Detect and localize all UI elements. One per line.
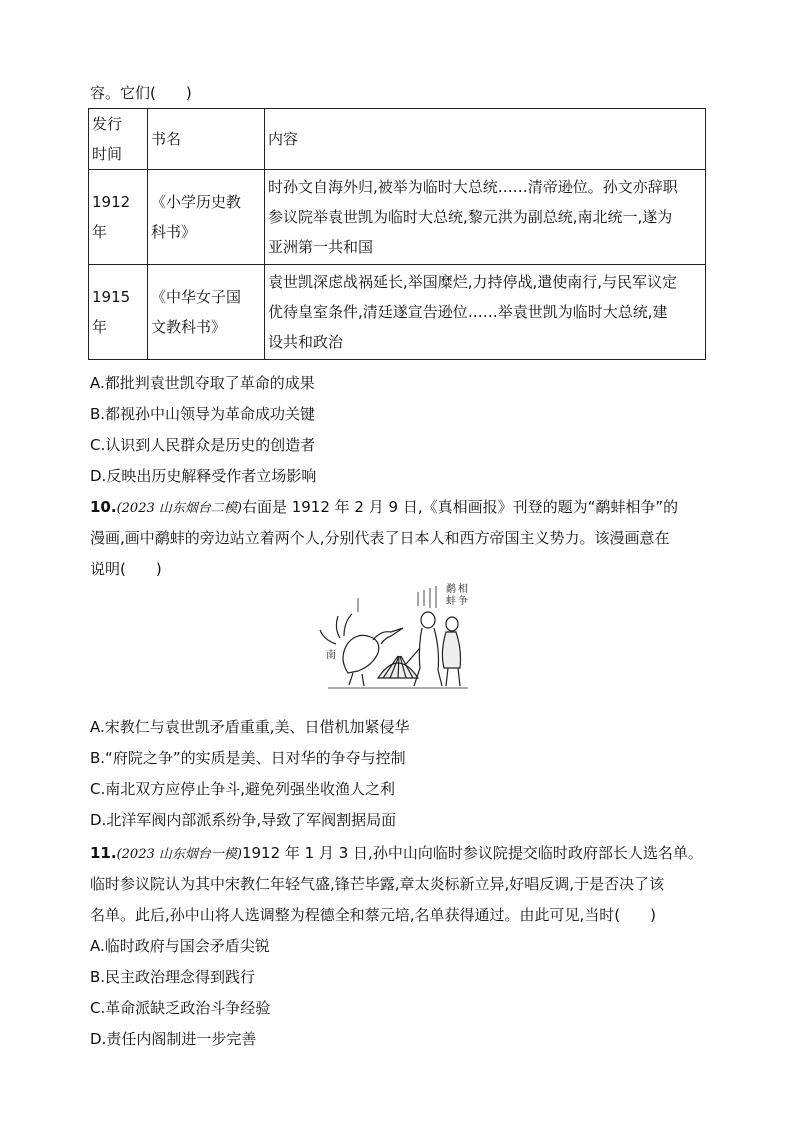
- q11-option-b[interactable]: B.民主政治理念得到践行: [90, 968, 256, 986]
- q9-option-c[interactable]: C.认识到人民群众是历史的创造者: [90, 436, 316, 454]
- q9-option-d[interactable]: D.反映出历史解释受作者立场影响: [90, 467, 317, 485]
- row-1-book: [148, 170, 265, 265]
- row-2-content: [265, 265, 706, 360]
- header-cell-date: [89, 109, 148, 170]
- table-header-row: [89, 109, 706, 170]
- row-2-content-line-3: 设共和政治: [268, 333, 344, 351]
- cartoon-title-char-2: 蚌: [446, 596, 456, 607]
- row-1-year-line-2: 年: [92, 223, 108, 241]
- row-1-content-line-3: 亚洲第一共和国: [268, 238, 374, 256]
- header-cell-book: [148, 109, 265, 170]
- q10-option-d[interactable]: D.北洋军阀内部派系纷争,导致了军阀割据局面: [90, 811, 397, 829]
- header-cell-content: [265, 109, 706, 170]
- row-2-book: [148, 265, 265, 360]
- row-1-book-line-2: 科书》: [151, 223, 197, 241]
- row-1-content: [265, 170, 706, 265]
- cartoon-snipe-clam: [318, 578, 478, 698]
- header-content-label: 内容: [268, 130, 299, 148]
- q10-option-c[interactable]: C.南北双方应停止争斗,避免列强坐收渔人之利: [90, 780, 396, 798]
- q11-option-c[interactable]: C.革命派缺乏政治斗争经验: [90, 999, 271, 1017]
- question-10-source: (2023 山东烟台二模): [116, 501, 242, 516]
- question-10-number: 10.: [90, 498, 117, 516]
- question-10-line-2: 漫画,画中鹬蚌的旁边站立着两个人,分别代表了日本人和西方帝国主义势力。该漫画意在: [90, 529, 670, 547]
- cartoon-title-char-4: 争: [458, 596, 468, 607]
- q10-option-a[interactable]: A.宋教仁与袁世凯矛盾重重,美、日借机加紧侵华: [90, 718, 410, 736]
- row-2-book-line-2: 文教科书》: [151, 318, 227, 336]
- row-1-content-line-2: 参议院举袁世凯为临时大总统,黎元洪为副总统,南北统一,遂为: [268, 208, 673, 226]
- table-row: [89, 170, 706, 265]
- cartoon-title-char-1: 鹬: [446, 584, 456, 595]
- question-9-lead-text: 容。它们( ): [90, 84, 192, 102]
- header-date-line-2: 时间: [92, 145, 123, 163]
- row-1-book-line-1: 《小学历史教: [151, 193, 242, 211]
- question-10-line-3: 说明( ): [90, 560, 162, 578]
- question-11-line-2: 临时参议院认为其中宋教仁年轻气盛,锋芒毕露,章太炎标新立异,好唱反调,于是否决了该: [90, 875, 665, 893]
- question-11-line-1: [90, 842, 703, 863]
- q9-option-b[interactable]: B.都视孙中山领导为革命成功关键: [90, 405, 316, 423]
- q11-option-d[interactable]: D.责任内阁制进一步完善: [90, 1030, 257, 1048]
- row-2-year-line-2: 年: [92, 318, 108, 336]
- question-11-text-1: 1912 年 1 月 3 日,孙中山向临时参议院提交临时政府部长人选名单。: [241, 844, 703, 862]
- header-date-line-1: 发行: [92, 115, 123, 133]
- q9-option-a[interactable]: A.都批判袁世凯夺取了革命的成果: [90, 374, 315, 392]
- cartoon-title-char-3: 相: [458, 584, 468, 595]
- table-row: [89, 265, 706, 360]
- question-11-number: 11.: [90, 844, 117, 862]
- row-1-year: [89, 170, 148, 265]
- row-2-year: [89, 265, 148, 360]
- q10-option-b[interactable]: B.“府院之争”的实质是美、日对华的争夺与控制: [90, 749, 406, 767]
- question-11-source: (2023 山东烟台一模): [116, 847, 242, 862]
- question-10-line-1: [90, 496, 678, 517]
- cartoon-side-label: 南: [326, 650, 336, 661]
- row-2-year-line-1: 1915: [92, 288, 131, 306]
- q11-option-a[interactable]: A.临时政府与国会矛盾尖锐: [90, 937, 270, 955]
- question-11-line-3: 名单。此后,孙中山将人选调整为程德全和蔡元培,名单获得通过。由此可见,当时( ): [90, 906, 657, 924]
- question-10-text-1: 右面是 1912 年 2 月 9 日,《真相画报》刊登的题为“鹬蚌相争”的: [241, 498, 679, 516]
- row-2-content-line-1: 袁世凯深虑战祸延长,举国糜烂,力持停战,遣使南行,与民军议定: [268, 273, 678, 291]
- row-1-content-line-1: 时孙文自海外归,被举为临时大总统……清帝逊位。孙文亦辞职: [268, 178, 678, 196]
- row-2-book-line-1: 《中华女子国: [151, 288, 242, 306]
- header-book-label: 书名: [151, 130, 182, 148]
- row-2-content-line-2: 优待皇室条件,清廷遂宣告逊位……举袁世凯为临时大总统,建: [268, 303, 668, 321]
- question-9-table: [88, 108, 706, 360]
- row-1-year-line-1: 1912: [92, 193, 131, 211]
